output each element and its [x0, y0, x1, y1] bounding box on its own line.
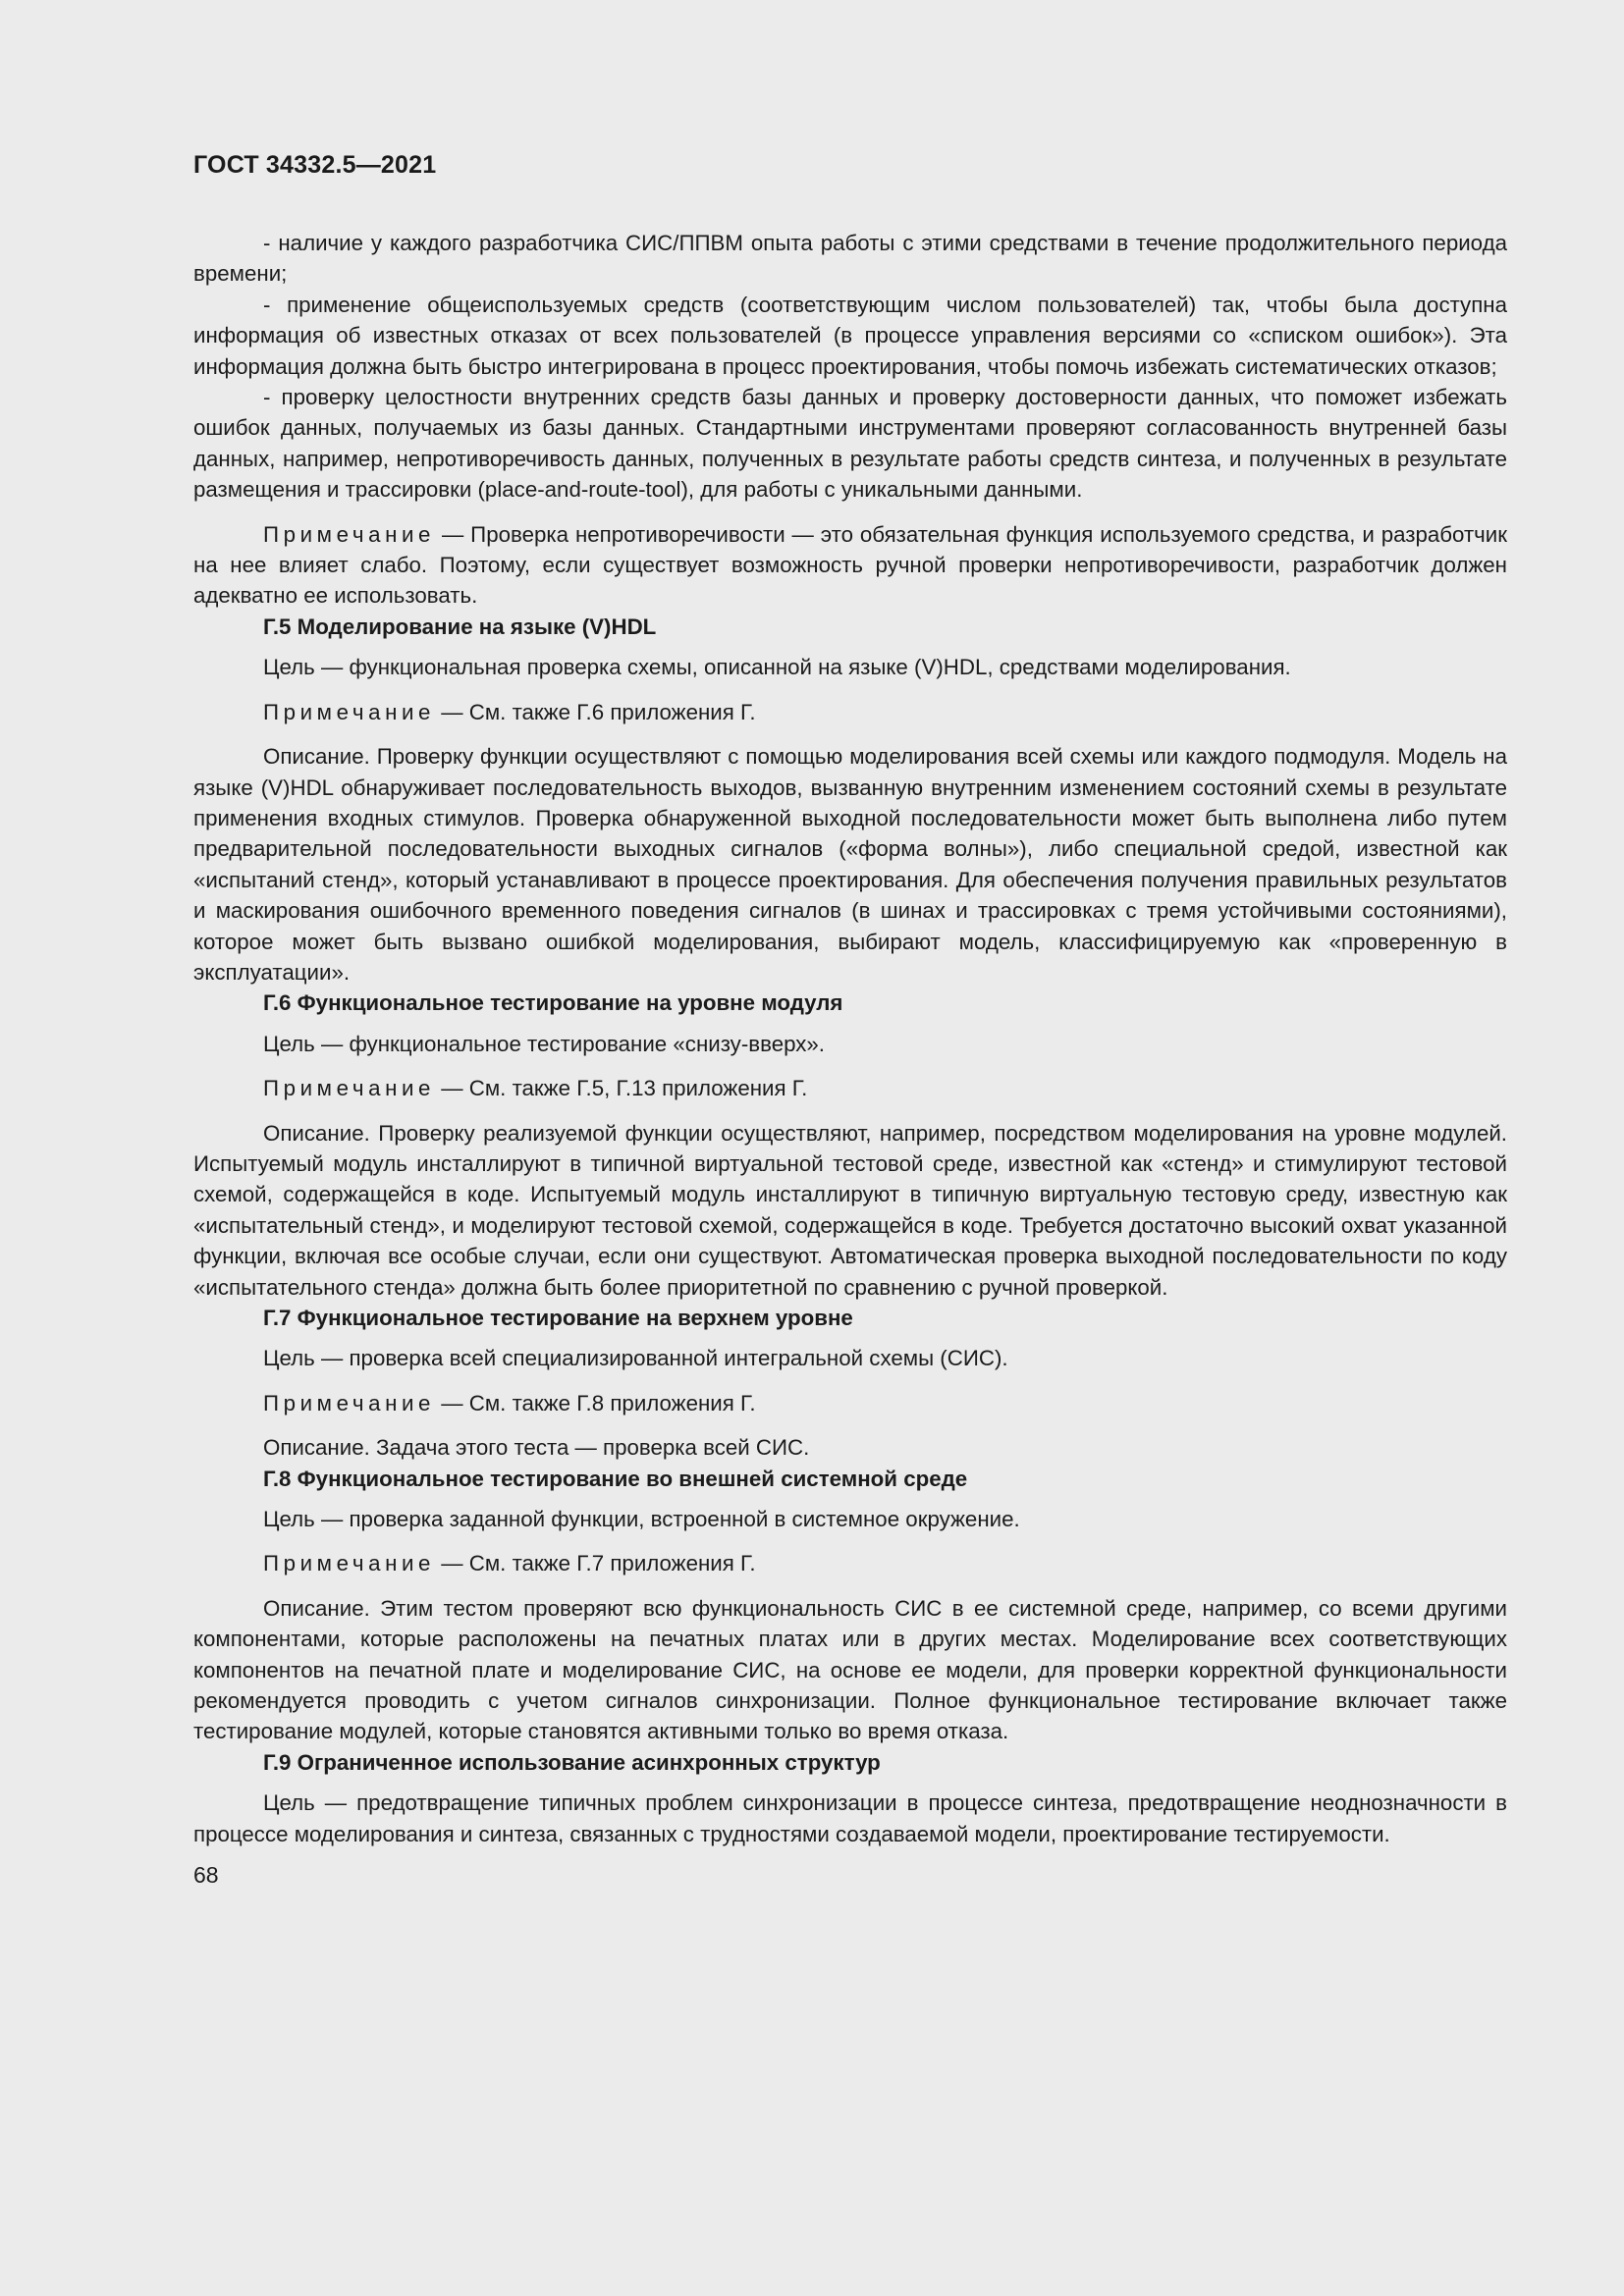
note-text: — См. также Г.5, Г.13 приложения Г.	[435, 1076, 808, 1101]
section-heading-g6: Г.6 Функциональное тестирование на уровне модуля	[263, 990, 843, 1016]
section-description: Описание. Задача этого теста — проверка всей СИС.	[263, 1435, 810, 1461]
section-note	[193, 1073, 1507, 1103]
section-note	[193, 1548, 1507, 1578]
section-heading-g5: Г.5 Моделирование на языке (V)HDL	[263, 614, 657, 639]
document-code-header: ГОСТ 34332.5—2021	[193, 151, 437, 179]
section-heading-g7: Г.7 Функциональное тестирование на верхнем уровне	[263, 1306, 853, 1330]
list-item: - применение общеиспользуемых средств (соответствующим числом пользователей) так, чтобы была доступна информация об известных отказах от всех пользователей (в процессе управления версиями со «списком ошибок»). Эта информация должна быть быстро интегрирована в процесс проектирования, чтобы помочь избежать систематических отказов;	[193, 292, 1507, 379]
note-text: — См. также Г.7 приложения Г.	[435, 1551, 756, 1576]
page-number: 68	[193, 1862, 219, 1889]
note-label: Примечание	[263, 699, 436, 724]
section-note	[193, 697, 1507, 727]
section-heading-g9: Г.9 Ограниченное использование асинхронных структур	[263, 1749, 881, 1775]
note-label: Примечание	[263, 1076, 436, 1101]
note-label: Примечание	[263, 1551, 436, 1576]
section-description: Описание. Этим тестом проверяют всю функциональность СИС в ее системной среде, например, со всеми другими компонентами, которые расположены на печатных платах или в других местах. Моделирование всех соответствующих компонентов на печатной плате и моделирование СИС, на основе ее модели, для проверки корректной функциональности рекомендуется проводить с учетом сигналов синхронизации. Полное функциональное тестирование включает также тестирование модулей, которые становятся активными только во время отказа.	[193, 1595, 1507, 1744]
section-description: Описание. Проверку реализуемой функции осуществляют, например, посредством моделирования на уровне модулей. Испытуемый модуль инсталлируют в типичной виртуальной тестовой среде, известной как «стенд» и стимулируют тестовой схемой, содержащейся в коде. Испытуемый модуль инсталлируют в типичную виртуальную тестовую среду, известную как «испытательный стенд», и моделируют тестовой схемой, содержащейся в коде. Требуется достаточно высокий охват указанной функции, включая все особые случаи, если они существуют. Автоматическая проверка выходной последовательности по коду «испытательного стенда» должна быть более приоритетной по сравнению с ручной проверкой.	[193, 1120, 1507, 1300]
section-description: Описание. Проверку функции осуществляют с помощью моделирования всей схемы или каждого подмодуля. Модель на языке (V)HDL обнаруживает последовательность выходов, вызванную внутренним изменением состояний схемы в результате применения входных стимулов. Проверка обнаруженной выходной последовательности может быть выполнена либо путем предварительной последовательности выходных сигналов («форма волны»), либо специальной средой, известной как «испытаний стенд», который устанавливают в процессе проектирования. Для обеспечения получения правильных результатов и маскирования ошибочного временного поведения сигналов (в шинах и трассировках с тремя устойчивыми состояниями), которое может быть вызвано ошибкой моделирования, выбирают модель, классифицируемую как «проверенную в эксплуатации».	[193, 744, 1507, 985]
section-heading-g8: Г.8 Функциональное тестирование во внешней системной среде	[263, 1466, 968, 1491]
note-text: — См. также Г.8 приложения Г.	[435, 1390, 756, 1415]
section-goal: Цель — проверка всей специализированной интегральной схемы (СИС).	[263, 1346, 1008, 1371]
note-label: Примечание	[263, 1390, 436, 1415]
intro-note	[193, 519, 1507, 612]
note-text: — См. также Г.6 приложения Г.	[435, 699, 756, 724]
list-item: - проверку целостности внутренних средств базы данных и проверку достоверности данных, что поможет избежать ошибок данных, получаемых из базы данных. Стандартными инструментами проверяют согласованность внутренней базы данных, например, непротиворечивость данных, полученных в результате работы средств синтеза, и полученных в результате размещения и трассировки (place-and-route-tool), для работы с уникальными данными.	[193, 385, 1507, 503]
document-page	[193, 147, 1507, 1891]
note-label: Примечание	[263, 521, 436, 547]
section-goal: Цель — предотвращение типичных проблем синхронизации в процессе синтеза, предотвращение неоднозначности в процессе моделирования и синтеза, связанных с трудностями создаваемой модели, проектирование тестируемости.	[193, 1790, 1507, 1846]
section-note	[193, 1388, 1507, 1418]
note-text: — Проверка непротиворечивости — это обязательная функция используемого средства, и разработчик на нее влияет слабо. Поэтому, если существует возможность ручной проверки непротиворечивости, разработчик должен адекватно ее использовать.	[193, 521, 1507, 609]
list-item: - наличие у каждого разработчика СИС/ППВМ опыта работы с этими средствами в течение продолжительного периода времени;	[193, 231, 1507, 287]
section-goal: Цель — функциональное тестирование «снизу-вверх».	[263, 1031, 825, 1056]
section-goal: Цель — функциональная проверка схемы, описанной на языке (V)HDL, средствами моделирования.	[263, 655, 1291, 680]
section-goal: Цель — проверка заданной функции, встроенной в системное окружение.	[263, 1507, 1020, 1532]
